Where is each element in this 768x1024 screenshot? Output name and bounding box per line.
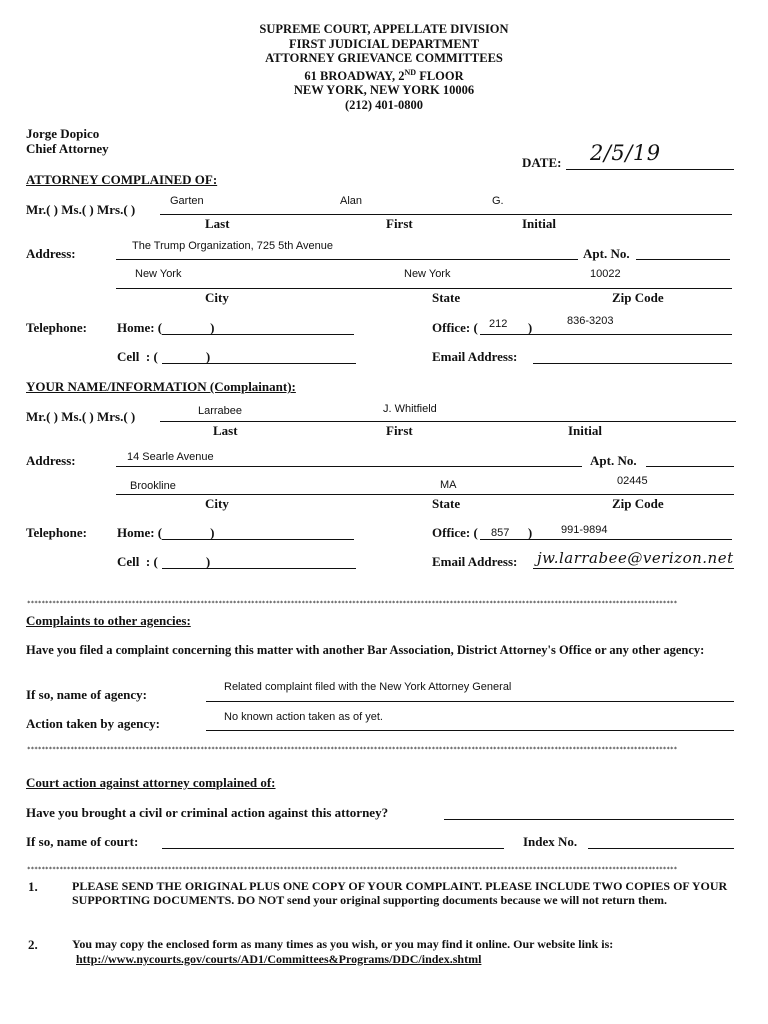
attorney-home-label: Home: ( ) [117, 320, 215, 335]
date-label: DATE: [522, 155, 562, 170]
attorney-zip-caption: Zip Code [612, 290, 664, 305]
complainant-home-line [162, 539, 354, 540]
header-line-3: ATTORNEY GRIEVANCE COMMITTEES [265, 51, 503, 65]
attorney-cell-line [162, 363, 356, 364]
agency-action-line [206, 730, 734, 731]
complainant-apt-label: Apt. No. [590, 453, 637, 468]
court-name-line [162, 848, 504, 849]
complainant-address-value[interactable]: 14 Searle Avenue [127, 451, 214, 463]
attorney-office-label: Office: ( ) [432, 320, 533, 335]
attorney-first-name-value[interactable]: Alan [340, 195, 363, 207]
complainant-apt-line [646, 466, 734, 467]
note-1-number: 1. [28, 879, 38, 894]
attorney-cell-label: Cell : ( ) [117, 349, 211, 364]
attorney-city-line [116, 288, 732, 289]
attorney-city-value[interactable]: New York [135, 268, 182, 280]
complainant-name-line [160, 421, 736, 422]
complainant-last-caption: Last [213, 423, 238, 438]
attorney-office-area-value[interactable]: 212 [489, 318, 508, 330]
complainant-cell-label: Cell : ( ) [117, 554, 211, 569]
complainant-office-label: Office: ( ) [432, 525, 533, 540]
complainant-email-label: Email Address: [432, 554, 518, 569]
agencies-section-heading: Complaints to other agencies: [26, 613, 191, 628]
attorney-apt-line [636, 259, 730, 260]
website-link[interactable]: http://www.nycourts.gov/courts/AD1/Committees&Programs/DDC/index.shtml [76, 952, 482, 966]
court-name-label: If so, name of court: [26, 834, 139, 849]
complainant-telephone-label: Telephone: [26, 525, 87, 540]
header-line-6: (212) 401-0800 [344, 97, 424, 112]
complainant-first-name-value[interactable]: J. Whitfield [383, 403, 437, 415]
agency-name-line [206, 701, 734, 702]
attorney-name-line [160, 214, 732, 215]
court-question: Have you brought a civil or criminal action against this attorney? [26, 805, 389, 820]
complainant-zip-value[interactable]: 02445 [617, 475, 648, 487]
attorney-address-label: Address: [26, 246, 76, 261]
attorney-home-line [162, 334, 354, 335]
complainant-email-handwritten-value[interactable]: jw.larrabee@verizon.net [537, 549, 734, 567]
attorney-salutation[interactable]: Mr.( ) Ms.( ) Mrs.( ) [26, 202, 136, 217]
agency-action-value[interactable]: No known action taken as of yet. [224, 711, 383, 723]
court-header [0, 22, 768, 112]
attorney-state-value[interactable]: New York [404, 268, 451, 280]
complainant-office-line [480, 539, 732, 540]
asterisk-divider: ************************************************************************************************************************************************************************************ [27, 866, 678, 873]
attorney-zip-value[interactable]: 10022 [590, 268, 621, 280]
court-question-line [444, 819, 734, 820]
complainant-salutation[interactable]: Mr.( ) Ms.( ) Mrs.( ) [26, 409, 136, 424]
index-no-line [588, 848, 734, 849]
attorney-email-label: Email Address: [432, 349, 518, 364]
attorney-section-heading: ATTORNEY COMPLAINED OF: [26, 172, 218, 187]
complainant-state-caption: State [432, 496, 461, 511]
complainant-initial-caption: Initial [568, 423, 602, 438]
attorney-email-line [533, 363, 732, 364]
complainant-home-label: Home: ( ) [117, 525, 215, 540]
complainant-address-line [116, 466, 582, 467]
date-handwritten-value[interactable]: 2/5/19 [590, 141, 661, 165]
complainant-state-value[interactable]: MA [440, 479, 457, 491]
attorney-city-caption: City [205, 290, 229, 305]
complainant-city-value[interactable]: Brookline [130, 480, 176, 492]
complainant-city-line [116, 494, 734, 495]
complainant-section-heading: YOUR NAME/INFORMATION (Complainant): [26, 379, 296, 394]
agency-name-value[interactable]: Related complaint filed with the New York Attorney General [224, 681, 512, 693]
complainant-address-label: Address: [26, 453, 76, 468]
note-1-text: PLEASE SEND THE ORIGINAL PLUS ONE COPY OF YOUR COMPLAINT. PLEASE INCLUDE TWO COPIES OF YOUR SUPPORTING DOCUMENTS. DO NOT send your original supporting documents because we will not return them. [72, 879, 728, 907]
agencies-question: Have you filed a complaint concerning this matter with another Bar Association, District Attorney's Office or any other agency: [26, 643, 705, 657]
complainant-zip-caption: Zip Code [612, 496, 664, 511]
attorney-initial-value[interactable]: G. [492, 195, 504, 207]
attorney-state-caption: State [432, 290, 461, 305]
complainant-email-line [533, 568, 734, 569]
attorney-first-caption: First [386, 216, 413, 231]
chief-attorney-name: Jorge Dopico [26, 126, 100, 141]
complainant-office-number-value[interactable]: 991-9894 [561, 524, 608, 536]
attorney-telephone-label: Telephone: [26, 320, 87, 335]
complainant-first-caption: First [386, 423, 413, 438]
note-2-text: You may copy the enclosed form as many times as you wish, or you may find it online. Our website link is: [72, 937, 614, 951]
complainant-last-name-value[interactable]: Larrabee [198, 405, 243, 417]
header-line-5: NEW YORK, NEW YORK 10006 [293, 83, 475, 98]
attorney-last-name-value[interactable]: Garten [170, 195, 204, 207]
attorney-address-line [116, 259, 578, 260]
chief-attorney-title: Chief Attorney [26, 141, 109, 156]
complainant-city-caption: City [205, 496, 229, 511]
index-no-label: Index No. [523, 834, 578, 849]
attorney-initial-caption: Initial [522, 216, 556, 231]
agency-name-label: If so, name of agency: [26, 687, 147, 702]
header-line-2: FIRST JUDICIAL DEPARTMENT [288, 36, 480, 51]
asterisk-divider: ************************************************************************************************************************************************************************************ [27, 746, 678, 753]
complainant-office-area-value[interactable]: 857 [491, 527, 510, 539]
attorney-office-line [480, 334, 732, 335]
attorney-address-value[interactable]: The Trump Organization, 725 5th Avenue [132, 240, 333, 252]
header-line-1: SUPREME COURT, APPELLATE DIVISION [259, 22, 509, 36]
attorney-apt-label: Apt. No. [583, 246, 630, 261]
complainant-cell-line [162, 568, 356, 569]
attorney-last-caption: Last [205, 216, 230, 231]
date-line [566, 169, 734, 170]
attorney-office-number-value[interactable]: 836-3203 [567, 315, 614, 327]
agency-action-label: Action taken by agency: [26, 716, 160, 731]
header-line-4: 61 BROADWAY, 2ND FLOOR [304, 67, 464, 83]
note-2-number: 2. [28, 937, 38, 952]
court-section-heading: Court action against attorney complained of: [26, 775, 276, 790]
asterisk-divider: ************************************************************************************************************************************************************************************ [27, 600, 678, 607]
